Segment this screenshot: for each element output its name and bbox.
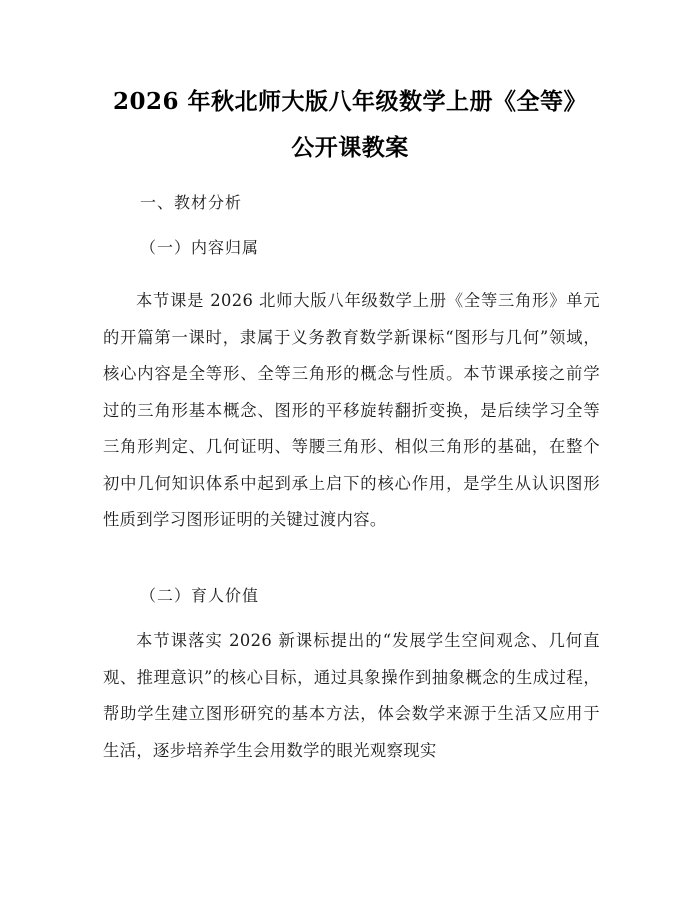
section-heading-textbook-analysis: 一、教材分析 <box>140 193 243 212</box>
document-title-line-2: 公开课教案 <box>291 134 409 161</box>
paragraph-content-attribution: 本节课是 2026 北师大版八年级数学上册《全等三角形》单元的开篇第一课时，隶属于义务教育数学新课标“图形与几何”领域，核心内容是全等形、全等三角形的概念与性质。本节课承接之前学过的三角形基本概念、图形的平移旋转翻折变换，是后续学习全等三角形判定、几何证明、等腰三角形、相似三角形的基础，在整个初中几何知识体系中起到承上启下的核心作用，是学生从认识图形性质到学习图形证明的关键过渡内容。 <box>103 291 600 529</box>
paragraph-educational-value: 本节课落实 2026 新课标提出的“发展学生空间观念、几何直观、推理意识”的核心目标，通过具象操作到抽象概念的生成过程，帮助学生建立图形研究的基本方法，体会数学来源于生活又应用于生活，逐步培养学生会用数学的眼光观察现实 <box>103 631 600 760</box>
document-title-line-1: 2026 年秋北师大版八年级数学上册《全等》 <box>112 88 588 115</box>
subsection-heading-content: （一）内容归属 <box>140 238 260 257</box>
subsection-heading-educational-value: （二）育人价值 <box>140 586 260 605</box>
